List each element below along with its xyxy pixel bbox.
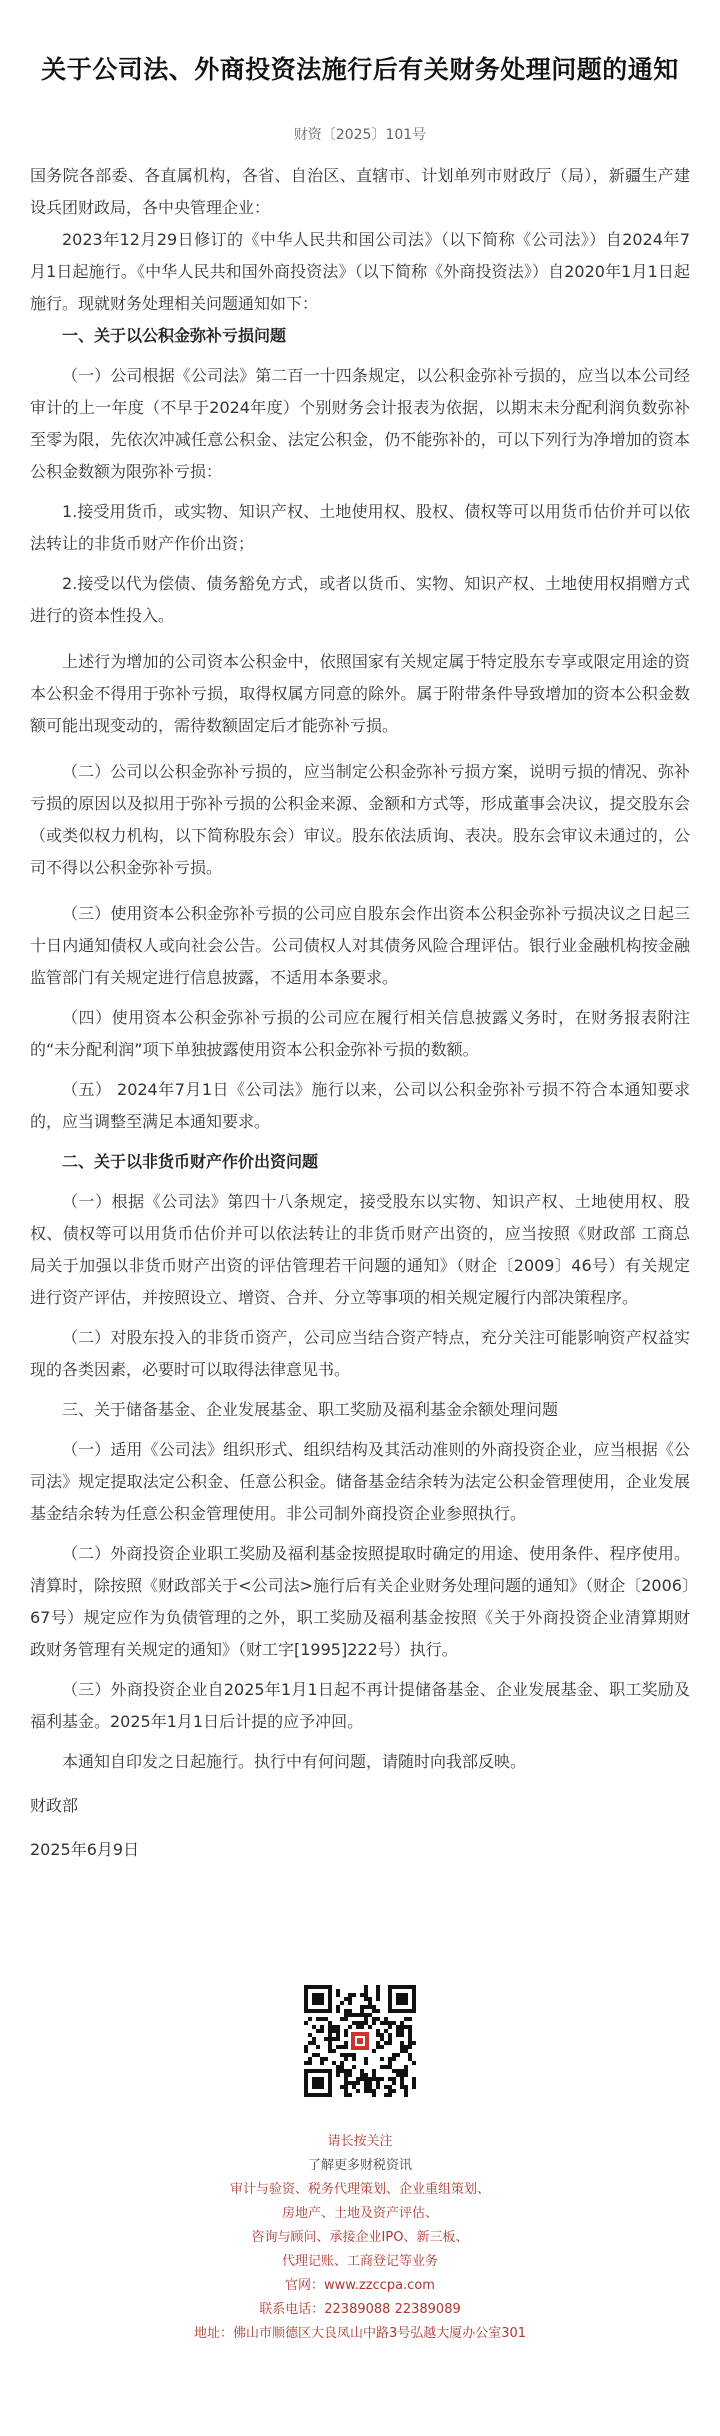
footer-website[interactable]: 官网：www.zzccpa.com: [285, 2278, 435, 2293]
section-1-item-1: 1.接受用货币，或实物、知识产权、土地使用权、股权、债权等可以用货币估价并可以依法转让的非货币财产作价出资；: [30, 502, 690, 553]
section-1-paragraph: （五） 2024年7月1日《公司法》施行以来，公司以公积金弥补亏损不符合本通知要求的，应当调整至满足本通知要求。: [30, 1080, 690, 1131]
closing-paragraph: 本通知自印发之日起施行。执行中有何问题，请随时向我部反映。: [62, 1752, 527, 1771]
recipients: 国务院各部委、各直属机构，各省、自治区、直辖市、计划单列市财政厅（局），新疆生产建设兵团财政局，各中央管理企业：: [30, 166, 690, 217]
footer-address: 地址：佛山市顺德区大良凤山中路3号弘越大厦办公室301: [193, 2326, 527, 2341]
section-3-paragraph: （三）外商投资企业自2025年1月1日起不再计提储备基金、企业发展基金、职工奖励及福利基金。2025年1月1日后计提的应予冲回。: [30, 1680, 690, 1731]
footer-line: 代理记账、工商登记等业务: [281, 2254, 438, 2269]
footer-line: 房地产、土地及资产评估、: [281, 2206, 438, 2221]
signature: 财政部: [30, 1796, 79, 1815]
section-2-paragraph: （二）对股东投入的非货币资产，公司应当结合资产特点，充分关注可能影响资产权益实现的各类因素，必要时可以取得法律意见书。: [30, 1328, 690, 1379]
section-1-paragraph: 上述行为增加的公司资本公积金中，依照国家有关规定属于特定股东专享或限定用途的资本公积金不得用于弥补亏损，取得权属方同意的除外。属于附带条件导致增加的资本公积金数额可能出现变动的，需待数额固定后才能弥补亏损。: [30, 652, 690, 735]
footer-line: 了解更多财税资讯: [307, 2158, 412, 2173]
section-3-paragraph: （二）外商投资企业职工奖励及福利基金按照提取时确定的用途、使用条件、程序使用。清算时，除按照《财政部关于<公司法>施行后有关企业财务处理问题的通知》（财企〔2006〕67号）规定应作为负债管理的之外，职工奖励及福利基金按照《关于外商投资企业清算期财政财务管理有关规定的通知》（财工字[1995]222号）执行。: [30, 1544, 690, 1659]
section-1-paragraph: （一）公司根据《公司法》第二百一十四条规定，以公积金弥补亏损的，应当以本公司经审计的上一年度（不早于2024年度）个别财务会计报表为依据，以期末未分配利润负数弥补至零为限，先依次冲减任意公积金、法定公积金，仍不能弥补的，可以下列行为净增加的资本公积金数额为限弥补亏损：: [30, 366, 690, 481]
section-1-heading: 一、关于以公积金弥补亏损问题: [62, 326, 287, 345]
footer-line: 审计与验资、税务代理策划、企业重组策划、: [229, 2182, 490, 2197]
section-2-heading: 二、关于以非货币财产作价出资问题: [62, 1152, 319, 1171]
section-3-heading: 三、关于储备基金、企业发展基金、职工奖励及福利基金余额处理问题: [62, 1400, 559, 1419]
section-1-paragraph: （四）使用资本公积金弥补亏损的公司应在履行相关信息披露义务时，在财务报表附注的“未分配利润”项下单独披露使用资本公积金弥补亏损的数额。: [30, 1008, 690, 1059]
section-1-paragraph: （三）使用资本公积金弥补亏损的公司应自股东会作出资本公积金弥补亏损决议之日起三十日内通知债权人或向社会公告。公司债权人对其债务风险合理评估。银行业金融机构按金融监管部门有关规定进行信息披露，不适用本条要求。: [30, 904, 690, 987]
document-title: 关于公司法、外商投资法施行后有关财务处理问题的通知: [41, 55, 679, 84]
qr-code-graphic: [304, 1985, 416, 2097]
footer-promo: [0, 2130, 720, 2346]
section-1-paragraph: （二）公司以公积金弥补亏损的，应当制定公积金弥补亏损方案，说明亏损的情况、弥补亏损的原因以及拟用于弥补亏损的公积金来源、金额和方式等，形成董事会决议，提交股东会（或类似权力机构，以下简称股东会）审议。股东依法质询、表决。股东会审议未通过的，公司不得以公积金弥补亏损。: [30, 762, 690, 877]
document-body: [30, 160, 690, 1866]
section-3-paragraph: （一）适用《公司法》组织形式、组织结构及其活动准则的外商投资企业，应当根据《公司法》规定提取法定公积金、任意公积金。储备基金结余转为法定公积金管理使用，企业发展基金结余转为任意公积金管理使用。非公司制外商投资企业参照执行。: [30, 1440, 690, 1523]
section-2-paragraph: （一）根据《公司法》第四十八条规定，接受股东以实物、知识产权、土地使用权、股权、债权等可以用货币估价并可以依法转让的非货币财产出资的，应当按照《财政部 工商总局关于加强以非货币财产出资的评估管理若干问题的通知》（财企〔2009〕46号）有关规定进行资产评估，并按照设立、增资、合并、分立等事项的相关规定履行内部决策程序。: [30, 1192, 690, 1307]
footer-line: 咨询与顾问、承接企业IPO、新三板、: [251, 2230, 469, 2245]
intro-paragraph: 2023年12月29日修订的《中华人民共和国公司法》（以下简称《公司法》）自2024年7月1日起施行。《中华人民共和国外商投资法》（以下简称《外商投资法》）自2020年1月1日起施行。现就财务处理相关问题通知如下：: [30, 230, 690, 313]
section-1-item-2: 2.接受以代为偿债、债务豁免方式，或者以货币、实物、知识产权、土地使用权捐赠方式进行的资本性投入。: [30, 574, 690, 625]
document-number: 财资〔2025〕101号: [293, 127, 427, 143]
footer-line: 请长按关注: [327, 2134, 393, 2149]
issue-date: 2025年6月9日: [30, 1840, 140, 1859]
footer-phone: 联系电话：22389088 22389089: [259, 2302, 461, 2317]
qr-code-image[interactable]: [304, 1985, 416, 2097]
